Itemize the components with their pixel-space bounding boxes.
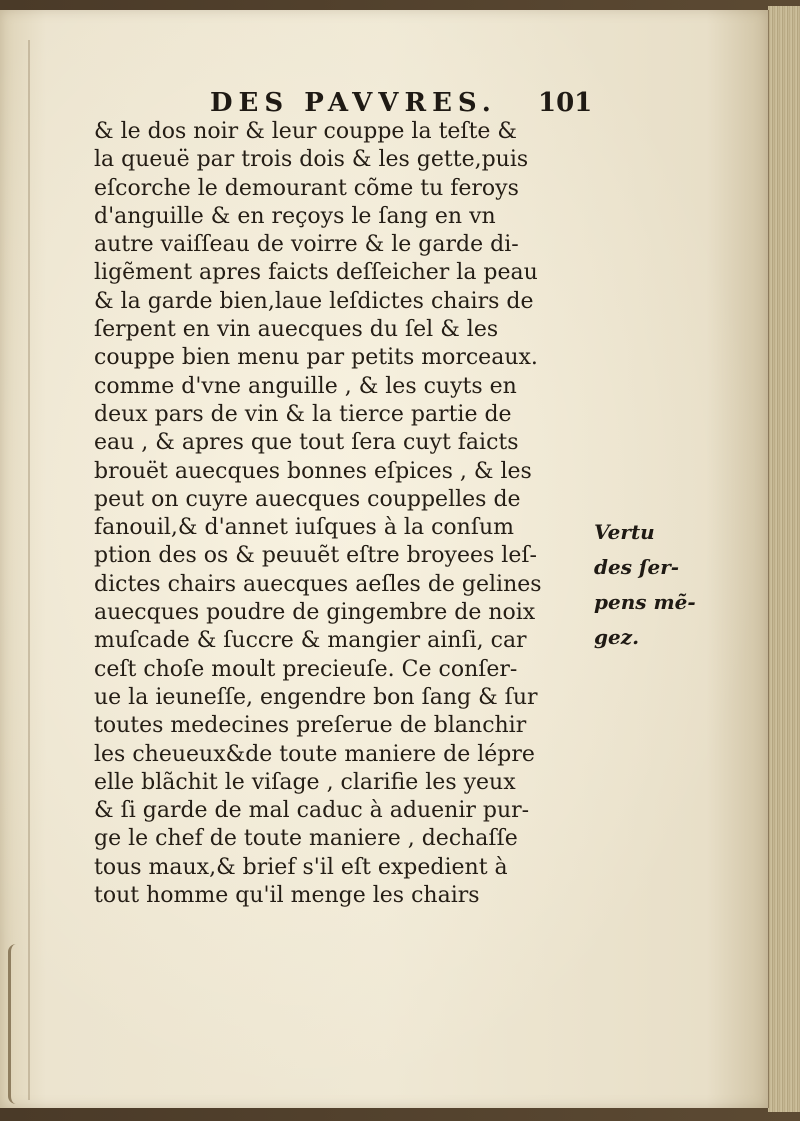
- marginal-note-line: Vertu: [594, 520, 655, 544]
- page-edge-mark: [8, 944, 25, 1104]
- marginal-note-line: pens mẽ-: [594, 590, 696, 614]
- text-line: toutes medecines preſerue de blanchir: [94, 713, 527, 739]
- text-line: & la garde bien,laue leſdictes chairs de: [94, 288, 534, 314]
- text-line: ceſt choſe moult precieuſe. Ce conſer-: [94, 656, 518, 682]
- marginal-note-line: des ſer-: [594, 555, 680, 579]
- text-line: couppe bien menu par petits morceaux.: [94, 345, 538, 371]
- text-line: d'anguille & en reçoys le ſang en vn: [94, 203, 496, 229]
- text-line: eſcorche le demourant cõme tu feroys: [94, 175, 519, 201]
- text-line: la queuë par trois dois & les gette,puis: [94, 147, 529, 173]
- text-line: muſcade & ſuccre & mangier ainſi, car: [94, 628, 527, 654]
- page-number: 101: [538, 88, 593, 118]
- gutter-fold: [28, 40, 30, 1100]
- text-line: elle blãchit le viſage , clarifie les yeux: [94, 769, 516, 795]
- text-line: brouët auecques bonnes eſpices , & les: [94, 458, 532, 484]
- marginal-note: [594, 515, 704, 655]
- text-line: tous maux,& brief s'il eſt expedient à: [94, 854, 508, 880]
- text-line: & ſi garde de mal caduc à aduenir pur-: [94, 798, 530, 824]
- text-line: autre vaiſſeau de voirre & le garde di-: [94, 232, 519, 258]
- text-line: peut on cuyre auecques couppelles de: [94, 486, 521, 512]
- text-line: tout homme qu'il menge les chairs: [94, 883, 480, 909]
- page-fore-edge: [768, 6, 800, 1112]
- text-line: ſerpent en vin auecques du ſel & les: [94, 317, 499, 343]
- body-text: [94, 118, 594, 910]
- text-line: deux pars de vin & la tierce partie de: [94, 401, 512, 427]
- text-line: auecques poudre de gingembre de noix: [94, 600, 536, 626]
- text-line: fanouil,& d'annet iuſques à la conſum: [94, 515, 514, 541]
- text-line: comme d'vne anguille , & les cuyts en: [94, 373, 517, 399]
- text-line: ge le chef de toute maniere , dechaſſe: [94, 826, 518, 852]
- text-line: ue la ieuneſſe, engendre bon ſang & ſur: [94, 684, 538, 710]
- text-line: ligẽment apres faicts deſſeicher la peau: [94, 260, 538, 286]
- text-line: eau , & apres que tout ſera cuyt faicts: [94, 430, 519, 456]
- text-line: dictes chairs auecques aeſles de gelines: [94, 571, 542, 597]
- text-line: & le dos noir & leur couppe la teſte &: [94, 119, 518, 144]
- marginal-note-line: gez.: [594, 625, 640, 649]
- text-line: ption des os & peuuẽt eſtre broyees leſ-: [94, 543, 537, 569]
- text-line: les cheueux&de toute maniere de lépre: [94, 741, 535, 767]
- running-head: DES PAVVRES.: [210, 88, 497, 118]
